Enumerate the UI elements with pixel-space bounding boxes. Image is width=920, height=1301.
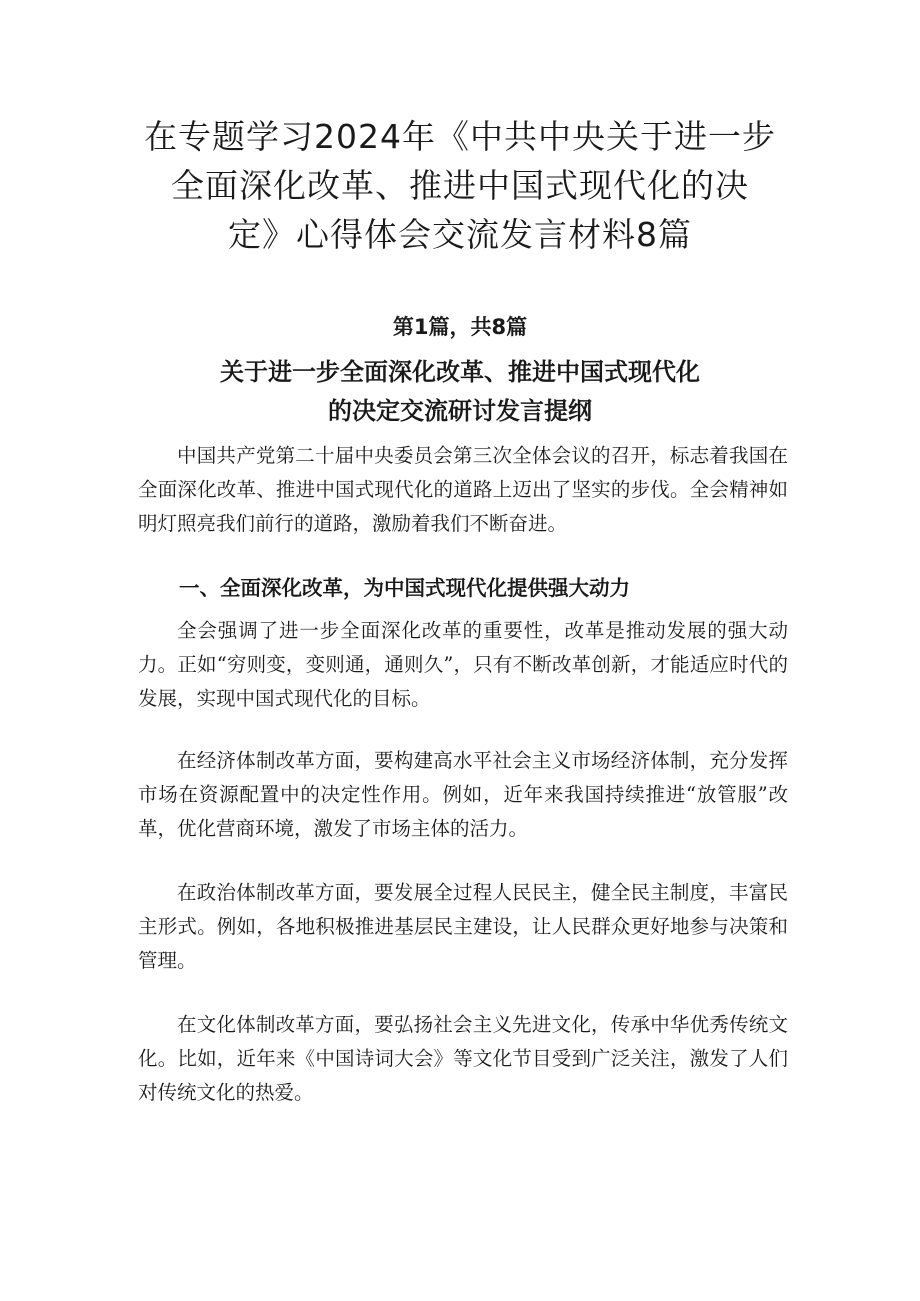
title-line-1: 在专题学习2024年《中共中央关于进一步 (144, 117, 776, 156)
body-paragraph-2: 在经济体制改革方面，要构建高水平社会主义市场经济体制，充分发挥市场在资源配置中的决定性作用。例如，近年来我国持续推进“放管服”改革，优化营商环境，激发了市场主体的活力。 (138, 749, 788, 840)
part-label: 第1篇，共8篇 (392, 315, 528, 339)
title-line-2: 全面深化改革、推进中国式现代化的决 (171, 166, 749, 205)
subtitle-line-2: 的决定交流研讨发言提纲 (328, 397, 592, 425)
document-title (130, 112, 790, 259)
title-line-3: 定》心得体会交流发言材料8篇 (228, 215, 692, 254)
body-paragraph-4: 在文化体制改革方面，要弘扬社会主义先进文化，传承中华优秀传统文化。比如，近年来《中国诗词大会》等文化节目受到广泛关注，激发了人们对传统文化的热爱。 (138, 1013, 788, 1104)
intro-paragraph: 中国共产党第二十届中央委员会第三次全体会议的召开，标志着我国在全面深化改革、推进中国式现代化的道路上迈出了坚实的步伐。全会精神如明灯照亮我们前行的道路，激励着我们不断奋进。 (138, 444, 788, 535)
section-heading-1: 一、全面深化改革，为中国式现代化提供强大动力 (179, 576, 630, 600)
subtitle-line-1: 关于进一步全面深化改革、推进中国式现代化 (220, 358, 700, 386)
body-paragraph-1: 全会强调了进一步全面深化改革的重要性，改革是推动发展的强大动力。正如“穷则变，变则通，通则久”，只有不断改革创新，才能适应时代的发展，实现中国式现代化的目标。 (138, 619, 788, 710)
article-subtitle (150, 353, 770, 431)
body-paragraph-3: 在政治体制改革方面，要发展全过程人民民主，健全民主制度，丰富民主形式。例如，各地积极推进基层民主建设，让人民群众更好地参与决策和管理。 (138, 881, 788, 972)
